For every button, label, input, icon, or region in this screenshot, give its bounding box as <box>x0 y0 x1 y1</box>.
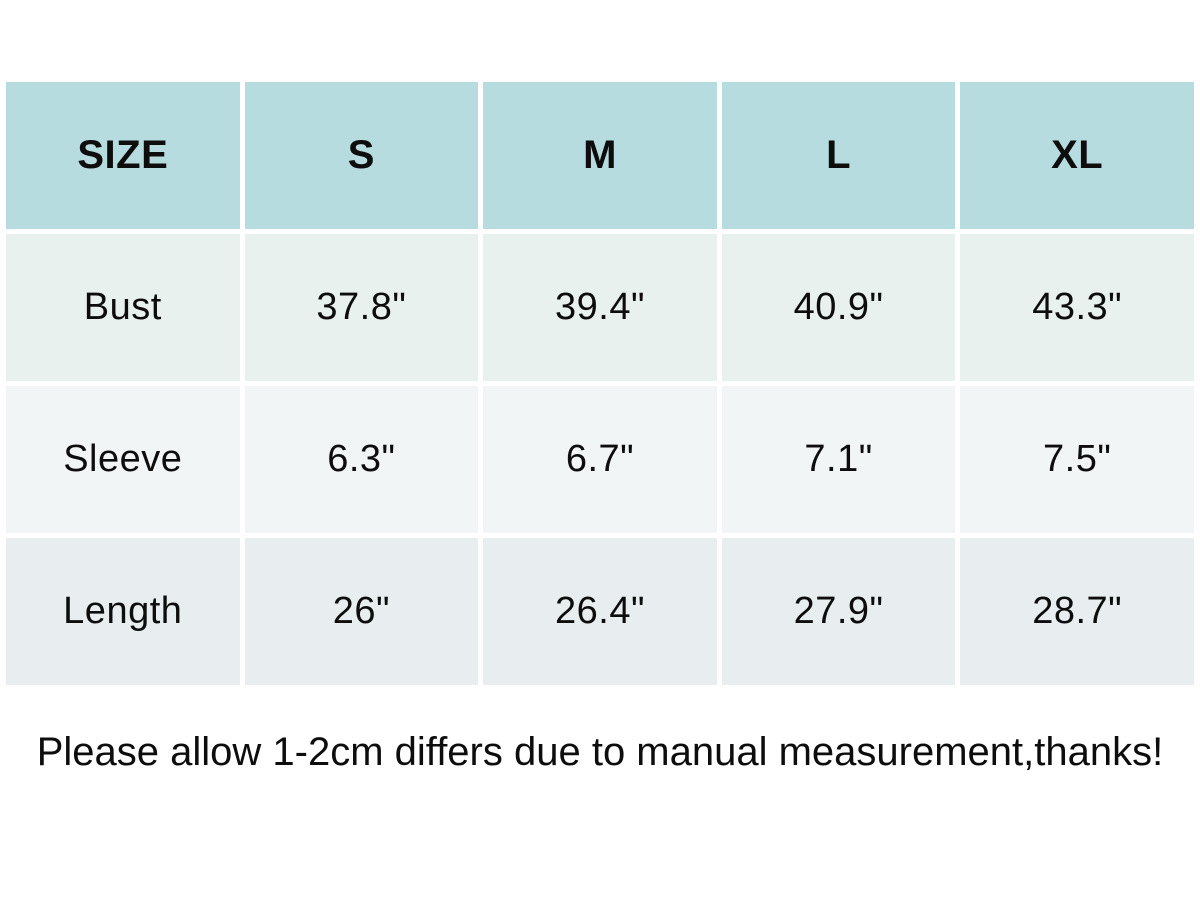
row-label-length: Length <box>6 538 240 685</box>
header-cell-l: L <box>722 82 956 229</box>
table-row-sleeve <box>6 386 1194 533</box>
cell-sleeve-l: 7.1" <box>722 386 956 533</box>
cell-sleeve-m: 6.7" <box>483 386 717 533</box>
header-cell-m: M <box>483 82 717 229</box>
cell-bust-xl: 43.3" <box>960 234 1194 381</box>
cell-bust-s: 37.8" <box>245 234 479 381</box>
row-label-bust: Bust <box>6 234 240 381</box>
cell-length-xl: 28.7" <box>960 538 1194 685</box>
table-row-length <box>6 538 1194 685</box>
size-table-header-row <box>6 82 1194 229</box>
measurement-note: Please allow 1-2cm differs due to manual measurement,thanks! <box>36 730 1164 774</box>
cell-length-m: 26.4" <box>483 538 717 685</box>
size-chart-table <box>6 82 1194 685</box>
cell-sleeve-s: 6.3" <box>245 386 479 533</box>
row-label-sleeve: Sleeve <box>6 386 240 533</box>
cell-bust-m: 39.4" <box>483 234 717 381</box>
cell-sleeve-xl: 7.5" <box>960 386 1194 533</box>
header-cell-xl: XL <box>960 82 1194 229</box>
table-row-bust <box>6 234 1194 381</box>
cell-length-l: 27.9" <box>722 538 956 685</box>
cell-length-s: 26" <box>245 538 479 685</box>
cell-bust-l: 40.9" <box>722 234 956 381</box>
header-cell-size: SIZE <box>6 82 240 229</box>
header-cell-s: S <box>245 82 479 229</box>
